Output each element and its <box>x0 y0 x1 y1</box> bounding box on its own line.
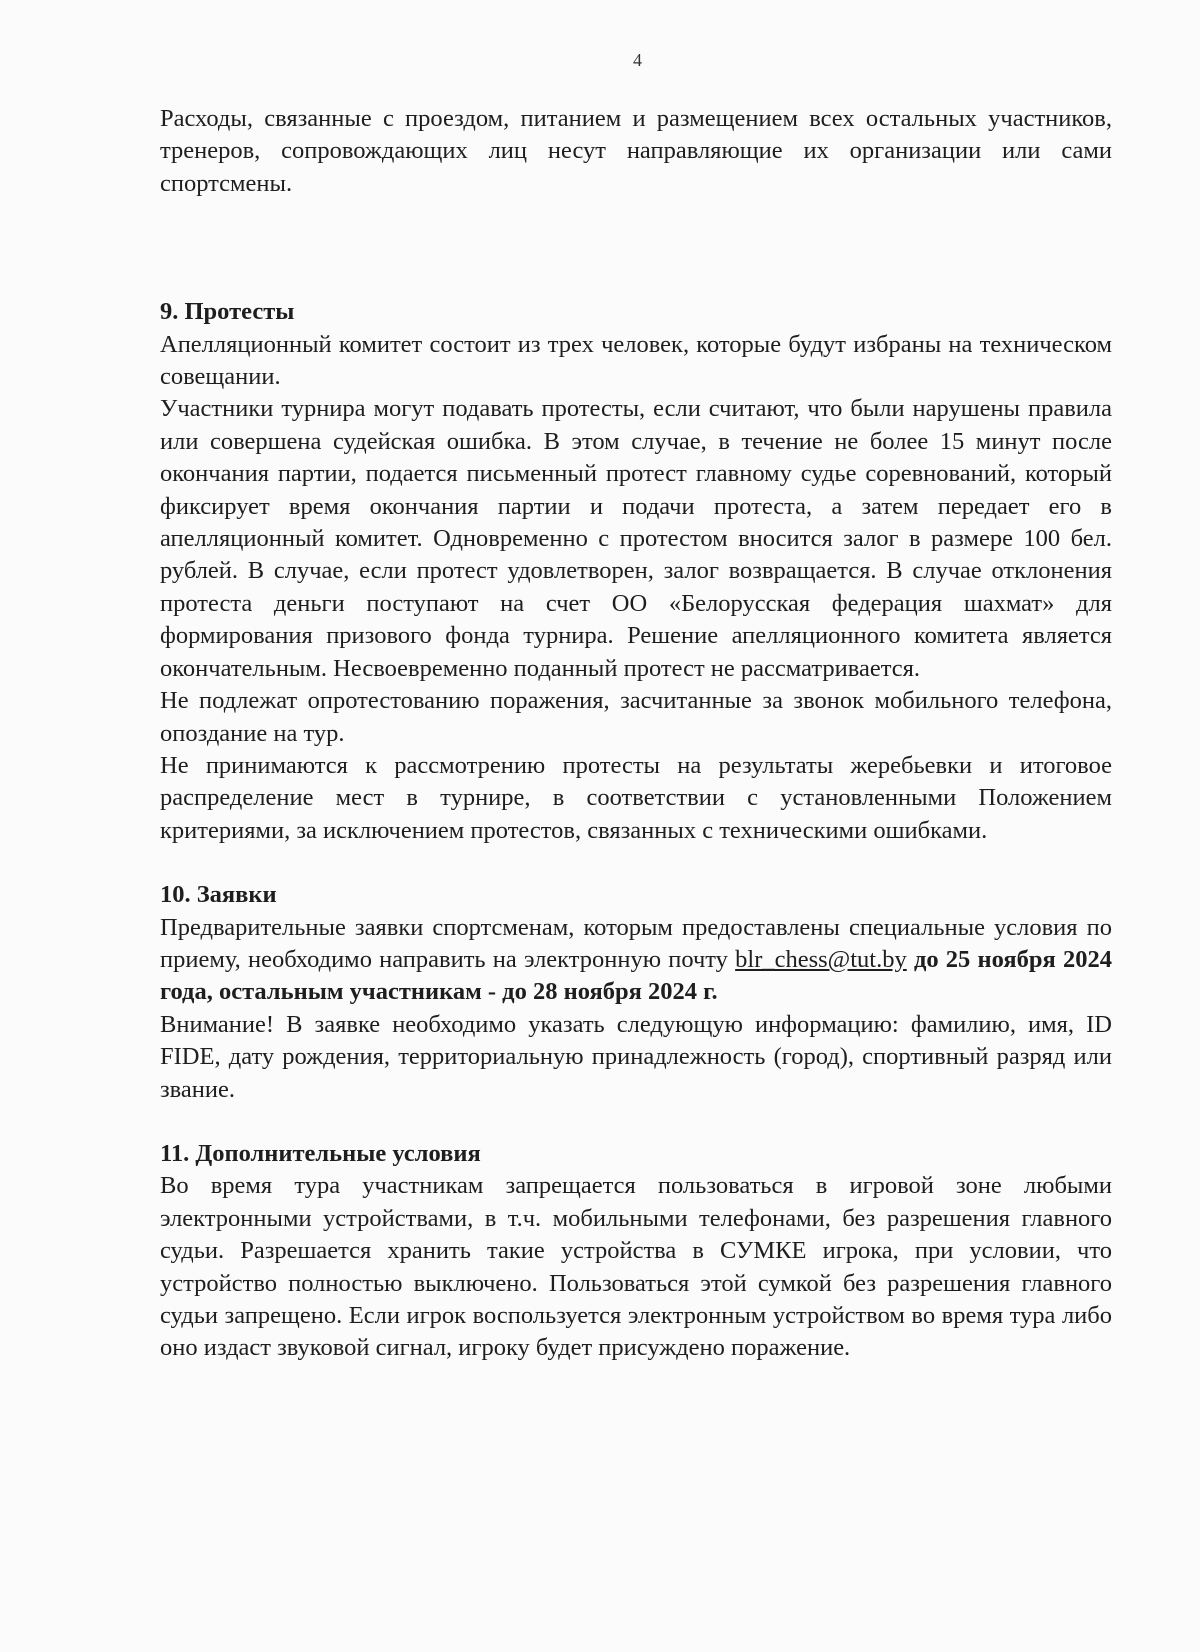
applications-text: Предварительные заявки спортсменам, которым предоставлены специальные условия по приему, необходимо направить на электронную почту <box>160 913 1112 973</box>
section-protests <box>160 296 1112 847</box>
applications-paragraph-attention: Внимание! В заявке необходимо указать следующую информацию: фамилию, имя, ID FIDE, дату рождения, территориальную принадлежность (город), спортивный разряд или звание. <box>160 1010 1112 1103</box>
section-title-applications: 10. Заявки <box>160 881 277 909</box>
protests-paragraph-exceptions: Не подлежат опротестованию поражения, засчитанные за звонок мобильного телефона, опоздание на тур. <box>160 687 1112 747</box>
applications-paragraph-deadline <box>160 912 1112 1009</box>
applications-deadline: до 25 ноября 2024 года, остальным участникам - до 28 ноября 2024 г. <box>160 945 1112 1006</box>
spacer <box>160 847 1112 879</box>
intro-paragraph: Расходы, связанные с проездом, питанием и размещением всех остальных участников, тренеров, сопровождающих лиц несут направляющие их организации или сами спортсмены. <box>160 105 1112 197</box>
additional-conditions-paragraph: Во время тура участникам запрещается пользоваться в игровой зоне любыми электронными устройствами, в т.ч. мобильными телефонами, без разрешения главного судьи. Разрешается хранить такие устройства в СУМКЕ игрока, при условии, что устройство полностью выключено. Пользоваться этой сумкой без разрешения главного судьи запрещено. Если игрок воспользуется электронным устройством во время тура либо оно издаст звуковой сигнал, игроку будет присуждено поражение. <box>160 1172 1112 1362</box>
spacer <box>160 200 1112 296</box>
section-title-additional-conditions: 11. Дополнительные условия <box>160 1139 481 1167</box>
document-body <box>160 103 1112 1365</box>
section-applications <box>160 879 1112 1106</box>
section-title-protests: 9. Протесты <box>160 298 295 326</box>
page-number: 4 <box>633 50 642 70</box>
protests-paragraph-committee: Апелляционный комитет состоит из трех человек, которые будут избраны на техническом совещании. <box>160 330 1112 391</box>
section-additional-conditions <box>160 1138 1112 1365</box>
protests-paragraph-procedure: Участники турнира могут подавать протесты, если считают, что были нарушены правила или совершена судейская ошибка. В этом случае, в течение не более 15 минут после окончания партии, подается письменный протест главному судье соревнований, который фиксирует время окончания партии и подачи протеста, а затем передает его в апелляционный комитет. Одновременно с протестом вносится залог в размере 100 бел. рублей. В случае, если протест удовлетворен, залог возвращается. В случае отклонения протеста деньги поступают на счет ОО «Белорусская федерация шахмат» для формирования призового фонда турнира. Решение апелляционного комитета является окончательным. Несвоевременно поданный протест не рассматривается. <box>160 395 1112 682</box>
email-link[interactable]: blr_chess@tut.by <box>735 945 907 973</box>
protests-paragraph-draw: Не принимаются к рассмотрению протесты на результаты жеребьевки и итоговое распределение мест в турнире, в соответствии с установленными Положением критериями, за исключением протестов, связанных с техническими ошибками. <box>160 751 1112 844</box>
spacer <box>160 1106 1112 1138</box>
